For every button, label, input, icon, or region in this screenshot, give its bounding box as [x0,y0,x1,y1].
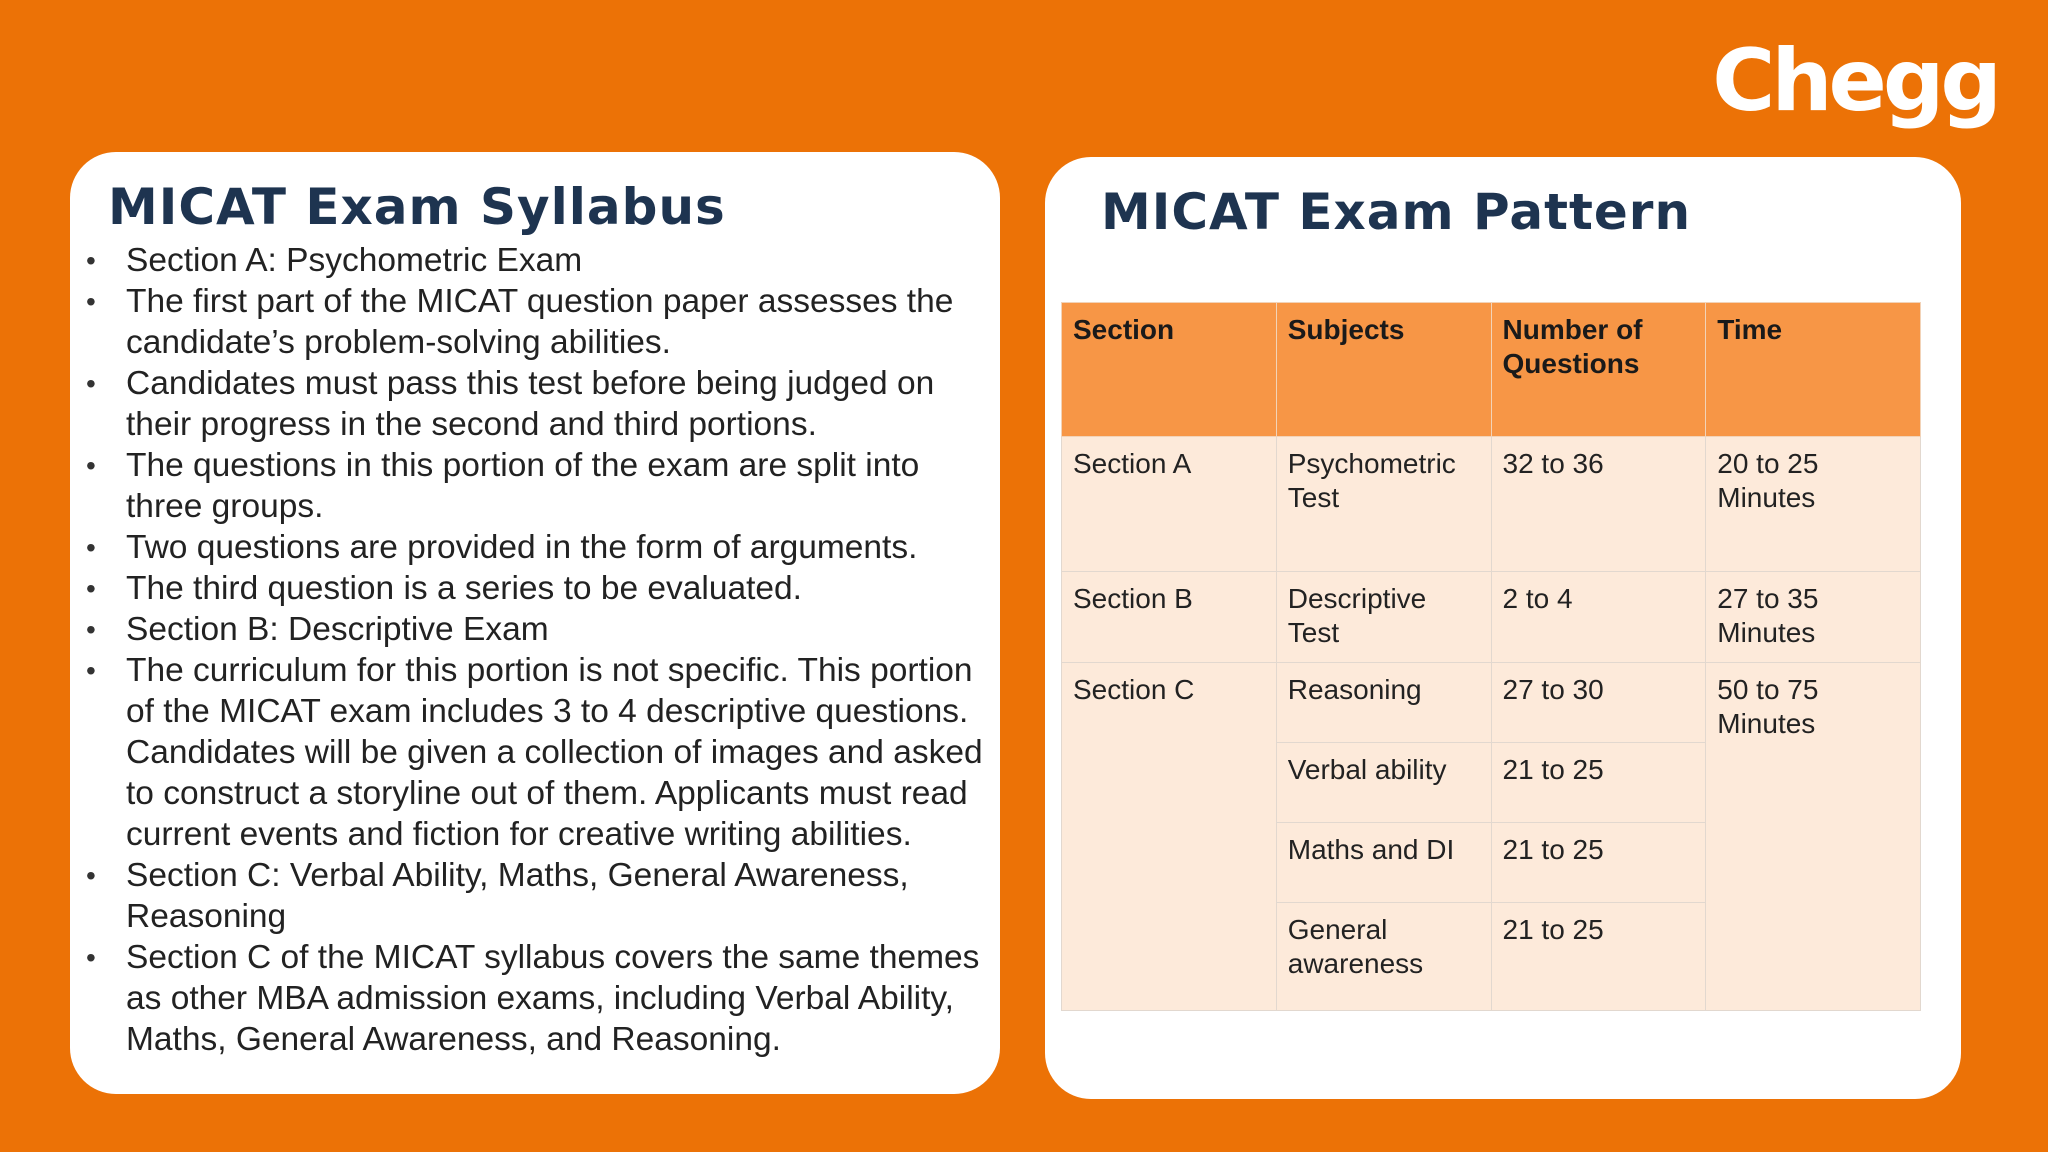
list-item: • The third question is a series to be evaluated. [70,568,1010,609]
section-cell: Section C [1062,663,1277,1011]
pattern-card [1045,157,1961,1099]
subject-cell: Descriptive Test [1276,572,1491,663]
questions-cell: 27 to 30 [1491,663,1706,743]
header-subjects: Subjects [1276,303,1491,437]
questions-cell: 32 to 36 [1491,437,1706,572]
list-item: • Candidates must pass this test before being judged on their progress in the second and third portions. [70,363,1010,445]
list-item: • Section B: Descriptive Exam [70,609,1010,650]
time-cell: 50 to 75 Minutes [1706,663,1921,1011]
section-cell: Section A [1062,437,1277,572]
table-row [1062,572,1921,663]
list-item: • Section C: Verbal Ability, Maths, General Awareness, Reasoning [70,855,1010,937]
table-row [1062,437,1921,572]
list-item: • The first part of the MICAT question paper assesses the candidate’s problem-solving abilities. [70,281,1010,363]
subject-cell: General awareness [1276,903,1491,1011]
list-item: • Section C of the MICAT syllabus covers the same themes as other MBA admission exams, including Verbal Ability, Maths, General Awareness, and Reasoning. [70,937,1010,1060]
list-item: • Section A: Psychometric Exam [70,240,1010,281]
time-cell: 20 to 25 Minutes [1706,437,1921,572]
questions-cell: 21 to 25 [1491,743,1706,823]
syllabus-card [70,152,1000,1094]
header-time: Time [1706,303,1921,437]
exam-pattern-table [1061,302,1921,1011]
list-item: • The questions in this portion of the exam are split into three groups. [70,445,1010,527]
subject-cell: Maths and DI [1276,823,1491,903]
table-row [1062,663,1921,743]
subject-cell: Reasoning [1276,663,1491,743]
pattern-title: MICAT Exam Pattern [1101,183,1692,241]
list-item: • The curriculum for this portion is not specific. This portion of the MICAT exam includes 3 to 4 descriptive questions. Candidates will be given a collection of images and asked to construct a storyline out of them. Applicants must read current events and fiction for creative writing abilities. [70,650,1010,855]
questions-cell: 21 to 25 [1491,903,1706,1011]
subject-cell: Verbal ability [1276,743,1491,823]
subject-cell: Psychometric Test [1276,437,1491,572]
questions-cell: 21 to 25 [1491,823,1706,903]
chegg-logo: Chegg [1712,31,1998,131]
list-item: • Two questions are provided in the form of arguments. [70,527,1010,568]
header-section: Section [1062,303,1277,437]
header-number-of-questions: Number of Questions [1491,303,1706,437]
section-cell: Section B [1062,572,1277,663]
time-cell: 27 to 35 Minutes [1706,572,1921,663]
syllabus-list [70,240,1010,1060]
table-header-row [1062,303,1921,437]
syllabus-title: MICAT Exam Syllabus [108,178,726,236]
questions-cell: 2 to 4 [1491,572,1706,663]
